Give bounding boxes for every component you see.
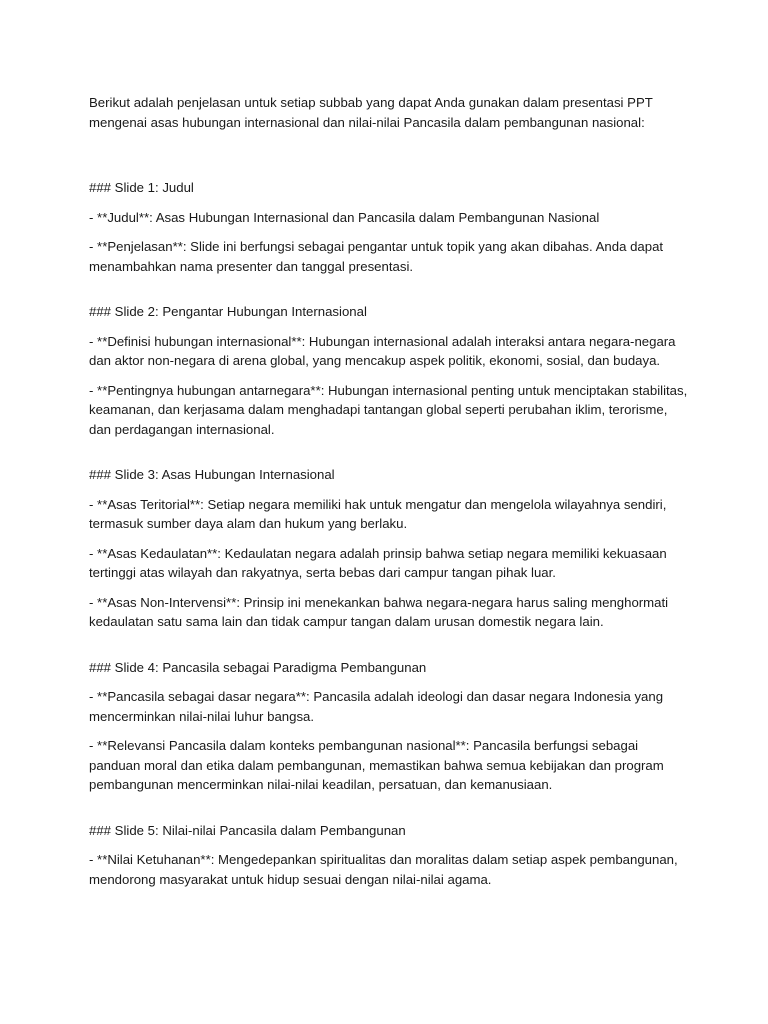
list-item: - **Definisi hubungan internasional**: Hubungan internasional adalah interaksi antara negara-negara dan aktor non-negara di arena global, yang mencakup aspek politik, ekonomi, sosial, dan budaya.: [89, 333, 676, 368]
section-slide-5: [89, 821, 689, 890]
list-item: - **Nilai Ketuhanan**: Mengedepankan spiritualitas dan moralitas dalam setiap aspek pembangunan, mendorong masyarakat untuk hidup sesuai dengan nilai-nilai agama.: [89, 852, 678, 887]
list-item: - **Pentingnya hubungan antarnegara**: Hubungan internasional penting untuk menciptakan stabilitas, keamanan, dan kerjasama dalam menghadapi tantangan global seperti perubahan iklim, terorisme, dan perdagangan internasional.: [89, 382, 688, 437]
list-item: - **Relevansi Pancasila dalam konteks pembangunan nasional**: Pancasila berfungsi sebagai panduan moral dan etika dalam pembangunan, memastikan bahwa semua kebijakan dan program pembangunan mencerminkan nilai-nilai keadilan, persatuan, dan kemanusiaan.: [89, 738, 664, 792]
intro-paragraph: Berikut adalah penjelasan untuk setiap subbab yang dapat Anda gunakan dalam presentasi PPT mengenai asas hubungan internasional dan nilai-nilai Pancasila dalam pembangunan nasional:: [89, 95, 653, 130]
section-heading: ### Slide 2: Pengantar Hubungan Internasional: [89, 304, 367, 319]
section-heading: ### Slide 4: Pancasila sebagai Paradigma Pembangunan: [89, 659, 427, 675]
section-heading: ### Slide 3: Asas Hubungan Internasional: [89, 467, 335, 482]
section-heading: ### Slide 1: Judul: [89, 180, 194, 195]
document-page: [89, 93, 689, 915]
section-slide-1: [89, 178, 689, 276]
list-item: - **Judul**: Asas Hubungan Internasional dan Pancasila dalam Pembangunan Nasional: [89, 209, 600, 225]
section-slide-3: [89, 465, 689, 632]
list-item: - **Penjelasan**: Slide ini berfungsi sebagai pengantar untuk topik yang akan dibahas. Anda dapat menambahkan nama presenter dan tanggal presentasi.: [89, 239, 664, 274]
section-heading: ### Slide 5: Nilai-nilai Pancasila dalam Pembangunan: [89, 822, 406, 838]
list-item: - **Asas Non-Intervensi**: Prinsip ini menekankan bahwa negara-negara harus saling menghormati kedaulatan satu sama lain dan tidak campur tangan dalam urusan domestik negara lain.: [89, 594, 669, 629]
list-item: - **Asas Teritorial**: Setiap negara memiliki hak untuk mengatur dan mengelola wilayahnya sendiri, termasuk sumber daya alam dan hukum yang berlaku.: [89, 496, 667, 531]
section-slide-4: [89, 658, 689, 795]
list-item: - **Pancasila sebagai dasar negara**: Pancasila adalah ideologi dan dasar negara Indonesia yang mencerminkan nilai-nilai luhur bangsa.: [89, 689, 664, 724]
list-item: - **Asas Kedaulatan**: Kedaulatan negara adalah prinsip bahwa setiap negara memiliki kekuasaan tertinggi atas wilayah dan rakyatnya, serta bebas dari campur tangan pihak luar.: [89, 545, 667, 580]
section-slide-2: [89, 302, 689, 439]
